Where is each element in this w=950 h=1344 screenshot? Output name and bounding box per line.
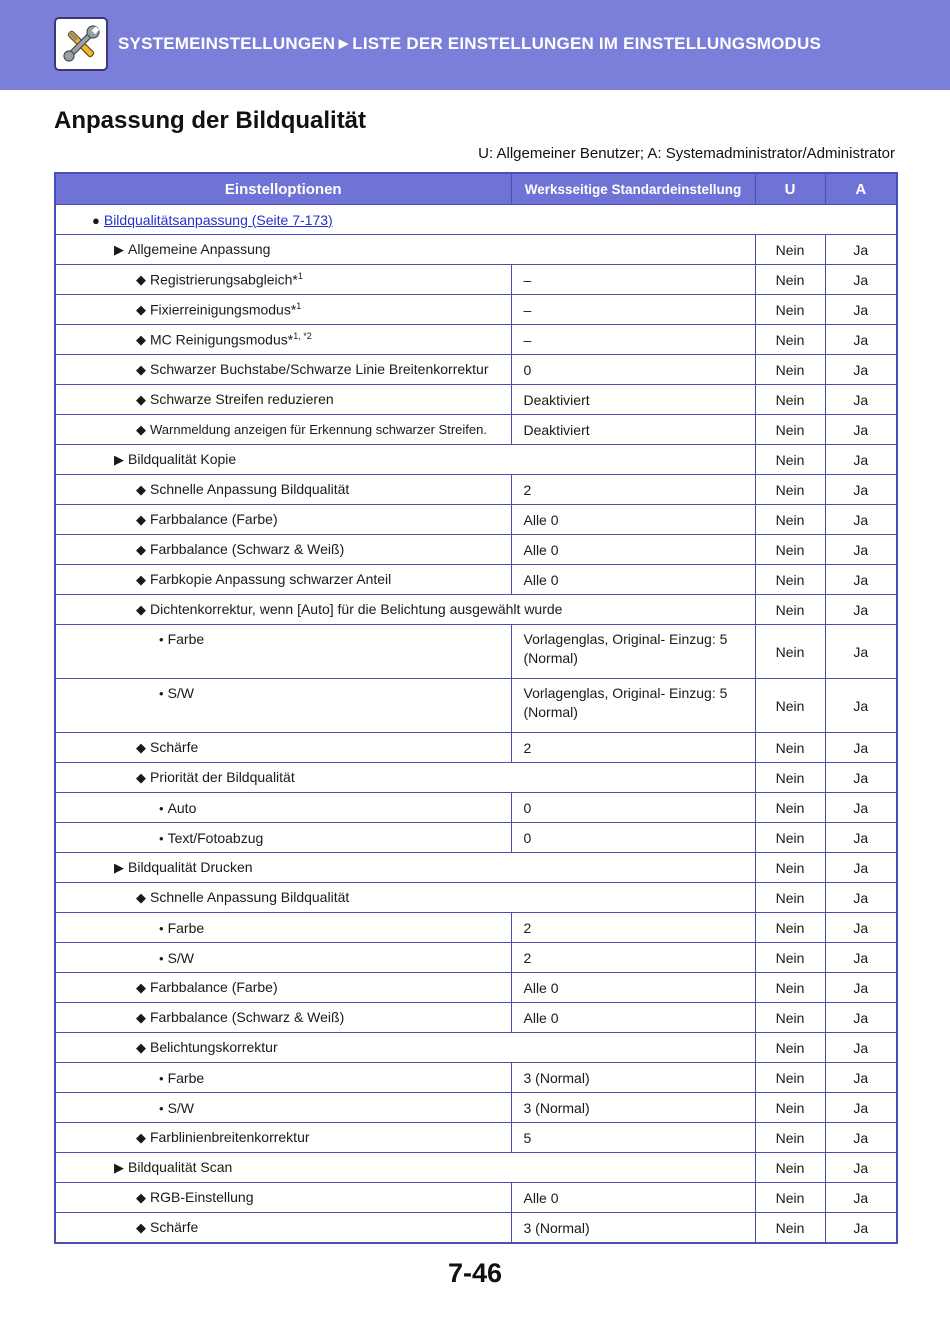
a-permission: Ja — [825, 1213, 897, 1244]
table-body — [55, 205, 897, 1244]
u-permission: Nein — [755, 325, 825, 355]
default-value: Vorlagenglas, Original- Einzug: 5 (Normal) — [511, 625, 755, 679]
option-label: Priorität der Bildqualität — [150, 769, 295, 785]
a-permission: Ja — [825, 973, 897, 1003]
option-label: Schnelle Anpassung Bildqualität — [150, 889, 350, 905]
row-marker-icon: ◆ — [136, 1130, 146, 1145]
u-permission: Nein — [755, 943, 825, 973]
u-permission: Nein — [755, 913, 825, 943]
option-cell — [55, 1003, 511, 1033]
settings-table — [54, 172, 898, 1244]
option-cell — [55, 793, 511, 823]
option-label: S/W — [167, 949, 195, 966]
row-marker-icon: ◆ — [136, 602, 146, 617]
default-value: – — [511, 265, 755, 295]
option-label: Farbkopie Anpassung schwarzer Anteil — [150, 571, 392, 587]
option-cell — [55, 235, 755, 265]
option-cell — [55, 1063, 511, 1093]
table-row — [55, 943, 897, 973]
table-row — [55, 565, 897, 595]
tools-icon — [54, 17, 108, 71]
option-cell — [55, 535, 511, 565]
table-row — [55, 1213, 897, 1244]
option-label: MC Reinigungsmodus* — [150, 331, 294, 348]
option-label: S/W — [167, 1099, 195, 1116]
table-row — [55, 355, 897, 385]
table-row — [55, 535, 897, 565]
a-permission: Ja — [825, 445, 897, 475]
u-permission: Nein — [755, 385, 825, 415]
a-permission: Ja — [825, 1093, 897, 1123]
header-u: U — [755, 173, 825, 205]
row-marker-icon: • — [159, 800, 164, 816]
a-permission: Ja — [825, 943, 897, 973]
option-label: Schärfe — [150, 1219, 199, 1235]
a-permission: Ja — [825, 913, 897, 943]
a-permission: Ja — [825, 355, 897, 385]
option-label: Text/Fotoabzug — [167, 829, 264, 846]
row-marker-icon: ◆ — [136, 332, 146, 348]
table-header-row — [55, 173, 897, 205]
table-row — [55, 505, 897, 535]
u-permission: Nein — [755, 1183, 825, 1213]
option-label: Bildqualität Scan — [128, 1159, 233, 1175]
option-cell — [55, 679, 511, 733]
row-marker-icon: • — [159, 950, 164, 966]
option-label: Farbe — [167, 1069, 205, 1086]
table-row — [55, 793, 897, 823]
u-permission: Nein — [755, 1063, 825, 1093]
option-label: RGB-Einstellung — [150, 1189, 254, 1205]
u-permission: Nein — [755, 535, 825, 565]
table-row — [55, 1123, 897, 1153]
a-permission: Ja — [825, 883, 897, 913]
default-value: Alle 0 — [511, 973, 755, 1003]
option-label: Schwarzer Buchstabe/Schwarze Linie Breitenkorrektur — [150, 361, 489, 377]
option-cell — [55, 1153, 755, 1183]
option-cell — [55, 1033, 755, 1063]
table-row — [55, 853, 897, 883]
table-row — [55, 679, 897, 733]
u-permission: Nein — [755, 763, 825, 793]
header-a: A — [825, 173, 897, 205]
header-options: Einstelloptionen — [55, 173, 511, 205]
option-cell — [55, 853, 755, 883]
default-value: Vorlagenglas, Original- Einzug: 5 (Normal) — [511, 679, 755, 733]
row-marker-icon: ◆ — [136, 890, 146, 905]
table-row — [55, 1033, 897, 1063]
default-value: Alle 0 — [511, 505, 755, 535]
row-marker-icon: ◆ — [136, 362, 146, 377]
breadcrumb: SYSTEMEINSTELLUNGEN►LISTE DER EINSTELLUNGEN IM EINSTELLUNGSMODUS — [118, 34, 822, 53]
row-marker-icon: ◆ — [136, 302, 146, 318]
default-value: 3 (Normal) — [511, 1063, 755, 1093]
row-marker-icon: ▶ — [114, 452, 124, 467]
option-cell — [55, 823, 511, 853]
page-link[interactable]: Bildqualitätsanpassung (Seite 7-173) — [103, 211, 333, 228]
a-permission: Ja — [825, 385, 897, 415]
a-permission: Ja — [825, 235, 897, 265]
table-row — [55, 763, 897, 793]
u-permission: Nein — [755, 793, 825, 823]
u-permission: Nein — [755, 679, 825, 733]
table-row — [55, 883, 897, 913]
option-label: Warnmeldung anzeigen für Erkennung schwarzer Streifen. — [150, 422, 487, 437]
default-value: 2 — [511, 475, 755, 505]
a-permission: Ja — [825, 823, 897, 853]
row-marker-icon: ◆ — [136, 1040, 146, 1055]
option-label: Registrierungsabgleich* — [150, 271, 298, 288]
table-row — [55, 445, 897, 475]
table-row — [55, 973, 897, 1003]
option-label: Belichtungskorrektur — [150, 1039, 278, 1055]
a-permission: Ja — [825, 265, 897, 295]
default-value: 2 — [511, 913, 755, 943]
u-permission: Nein — [755, 883, 825, 913]
table-row — [55, 475, 897, 505]
u-permission: Nein — [755, 1213, 825, 1244]
option-cell — [55, 1183, 511, 1213]
option-cell — [55, 385, 511, 415]
a-permission: Ja — [825, 625, 897, 679]
a-permission: Ja — [825, 793, 897, 823]
row-marker-icon: ◆ — [136, 272, 146, 288]
option-cell — [55, 595, 755, 625]
a-permission: Ja — [825, 1183, 897, 1213]
table-row — [55, 1063, 897, 1093]
option-cell — [55, 1213, 511, 1244]
option-cell — [55, 505, 511, 535]
row-marker-icon: ◆ — [136, 392, 146, 407]
default-value: Alle 0 — [511, 1003, 755, 1033]
page-number: 7-46 — [447, 1258, 503, 1288]
option-label: Schwarze Streifen reduzieren — [150, 391, 334, 407]
option-label: Farbbalance (Farbe) — [150, 979, 278, 995]
default-value: Alle 0 — [511, 1183, 755, 1213]
header-banner — [0, 0, 950, 90]
u-permission: Nein — [755, 565, 825, 595]
a-permission: Ja — [825, 325, 897, 355]
table-row — [55, 265, 897, 295]
row-marker-icon: • — [159, 1070, 164, 1086]
default-value: 3 (Normal) — [511, 1213, 755, 1244]
table-row — [55, 415, 897, 445]
default-value: 2 — [511, 733, 755, 763]
a-permission: Ja — [825, 679, 897, 733]
table-row — [55, 625, 897, 679]
default-value: 0 — [511, 355, 755, 385]
option-label: Auto — [167, 799, 197, 816]
row-marker-icon: • — [159, 686, 164, 701]
option-label: Farbbalance (Farbe) — [150, 511, 278, 527]
default-value: – — [511, 325, 755, 355]
option-cell — [55, 355, 511, 385]
u-permission: Nein — [755, 853, 825, 883]
row-marker-icon: • — [159, 1100, 164, 1116]
default-value: 3 (Normal) — [511, 1093, 755, 1123]
u-permission: Nein — [755, 733, 825, 763]
option-label: Farbe — [167, 631, 205, 647]
row-marker-icon: ▶ — [114, 242, 124, 257]
default-value: Deaktiviert — [511, 385, 755, 415]
row-marker-icon: ● — [92, 212, 100, 228]
row-marker-icon: • — [159, 920, 164, 936]
a-permission: Ja — [825, 733, 897, 763]
a-permission: Ja — [825, 535, 897, 565]
a-permission: Ja — [825, 595, 897, 625]
default-value: Alle 0 — [511, 535, 755, 565]
option-label: Bildqualität Kopie — [128, 451, 237, 467]
a-permission: Ja — [825, 1033, 897, 1063]
default-value: – — [511, 295, 755, 325]
table-row — [55, 1153, 897, 1183]
a-permission: Ja — [825, 1063, 897, 1093]
default-value: 5 — [511, 1123, 755, 1153]
table-row — [55, 1003, 897, 1033]
u-permission: Nein — [755, 1093, 825, 1123]
option-cell — [55, 625, 511, 679]
option-cell — [55, 1093, 511, 1123]
user-legend: U: Allgemeiner Benutzer; A: Systemadministrator/Administrator — [478, 145, 895, 162]
row-marker-icon: ◆ — [136, 482, 146, 497]
option-cell — [55, 205, 897, 235]
u-permission: Nein — [755, 355, 825, 385]
u-permission: Nein — [755, 1123, 825, 1153]
table-row — [55, 295, 897, 325]
row-marker-icon: ◆ — [136, 1220, 146, 1235]
option-cell — [55, 973, 511, 1003]
option-cell — [55, 445, 755, 475]
page-title: Anpassung der Bildqualität — [54, 107, 367, 134]
default-value: 0 — [511, 823, 755, 853]
row-marker-icon: ▶ — [114, 860, 124, 875]
option-cell — [55, 883, 755, 913]
option-label: Dichtenkorrektur, wenn [Auto] für die Belichtung ausgewählt wurde — [150, 601, 563, 617]
u-permission: Nein — [755, 265, 825, 295]
a-permission: Ja — [825, 763, 897, 793]
option-label: Schnelle Anpassung Bildqualität — [150, 481, 350, 497]
row-marker-icon: ◆ — [136, 422, 146, 437]
u-permission: Nein — [755, 625, 825, 679]
a-permission: Ja — [825, 415, 897, 445]
a-permission: Ja — [825, 853, 897, 883]
table-row — [55, 205, 897, 235]
table-row — [55, 1093, 897, 1123]
u-permission: Nein — [755, 1033, 825, 1063]
default-value: 2 — [511, 943, 755, 973]
row-marker-icon: • — [159, 632, 164, 647]
option-label: Fixierreinigungsmodus* — [150, 301, 297, 318]
u-permission: Nein — [755, 475, 825, 505]
option-cell — [55, 733, 511, 763]
option-label: Farbbalance (Schwarz & Weiß) — [150, 541, 345, 557]
option-label: Farbbalance (Schwarz & Weiß) — [150, 1009, 345, 1025]
table-row — [55, 385, 897, 415]
footnote-ref: 1, *2 — [293, 330, 312, 341]
row-marker-icon: ◆ — [136, 770, 146, 785]
u-permission: Nein — [755, 235, 825, 265]
a-permission: Ja — [825, 475, 897, 505]
row-marker-icon: ◆ — [136, 740, 146, 755]
option-label: Schärfe — [150, 739, 199, 755]
option-cell — [55, 565, 511, 595]
u-permission: Nein — [755, 445, 825, 475]
u-permission: Nein — [755, 595, 825, 625]
row-marker-icon: • — [159, 830, 164, 846]
option-cell — [55, 265, 511, 295]
u-permission: Nein — [755, 295, 825, 325]
option-cell — [55, 475, 511, 505]
option-cell — [55, 763, 755, 793]
table-row — [55, 733, 897, 763]
default-value: Deaktiviert — [511, 415, 755, 445]
row-marker-icon: ◆ — [136, 1190, 146, 1205]
option-label: Allgemeine Anpassung — [128, 241, 271, 257]
a-permission: Ja — [825, 565, 897, 595]
a-permission: Ja — [825, 1123, 897, 1153]
footnote-ref: 1 — [296, 300, 302, 311]
option-label: Farbe — [167, 919, 205, 936]
a-permission: Ja — [825, 1003, 897, 1033]
option-cell — [55, 295, 511, 325]
option-label: Bildqualität Drucken — [128, 859, 253, 875]
row-marker-icon: ▶ — [114, 1160, 124, 1175]
table-row — [55, 823, 897, 853]
option-cell — [55, 943, 511, 973]
a-permission: Ja — [825, 295, 897, 325]
row-marker-icon: ◆ — [136, 980, 146, 995]
u-permission: Nein — [755, 973, 825, 1003]
header-default: Werksseitige Standardeinstellung — [511, 173, 755, 205]
row-marker-icon: ◆ — [136, 542, 146, 557]
row-marker-icon: ◆ — [136, 572, 146, 587]
u-permission: Nein — [755, 505, 825, 535]
table-row — [55, 913, 897, 943]
table-row — [55, 1183, 897, 1213]
u-permission: Nein — [755, 1003, 825, 1033]
option-cell — [55, 1123, 511, 1153]
default-value: 0 — [511, 793, 755, 823]
a-permission: Ja — [825, 505, 897, 535]
option-label: Farblinienbreitenkorrektur — [150, 1129, 310, 1145]
u-permission: Nein — [755, 823, 825, 853]
default-value: Alle 0 — [511, 565, 755, 595]
table-row — [55, 595, 897, 625]
option-cell — [55, 415, 511, 445]
option-cell — [55, 325, 511, 355]
u-permission: Nein — [755, 1153, 825, 1183]
footnote-ref: 1 — [297, 270, 303, 281]
option-label: S/W — [167, 685, 195, 701]
option-cell — [55, 913, 511, 943]
table-row — [55, 235, 897, 265]
u-permission: Nein — [755, 415, 825, 445]
table-row — [55, 325, 897, 355]
row-marker-icon: ◆ — [136, 1010, 146, 1025]
a-permission: Ja — [825, 1153, 897, 1183]
row-marker-icon: ◆ — [136, 512, 146, 527]
